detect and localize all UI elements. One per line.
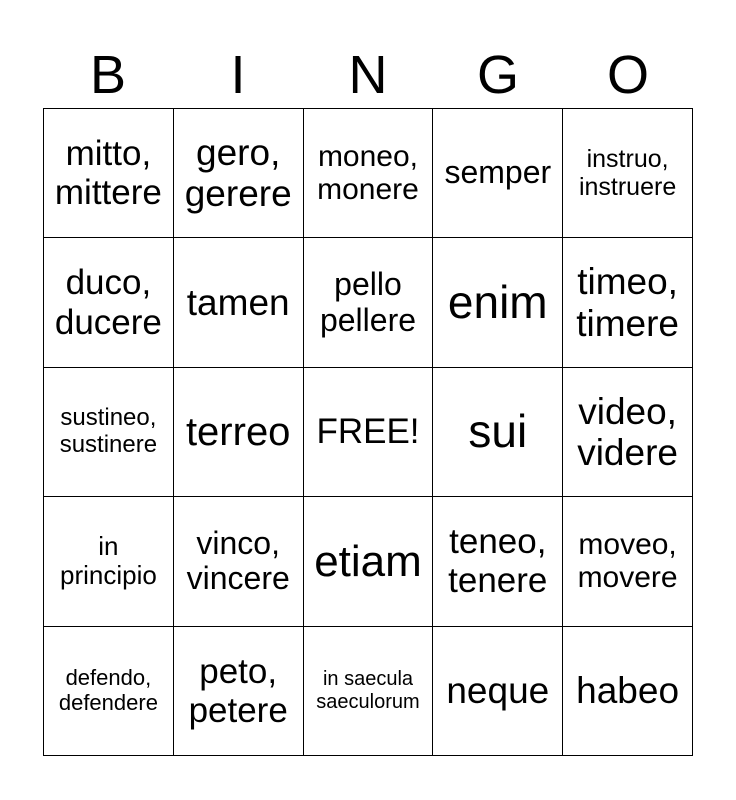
header-letter-g: G xyxy=(476,45,519,105)
cell-text: instruo, instruere xyxy=(578,145,677,202)
header-letter-b: B xyxy=(89,45,127,105)
cell-text: vinco, vincere xyxy=(186,524,290,597)
cell-text: video, videre xyxy=(577,390,678,473)
cell-text: moneo, monere xyxy=(317,139,419,207)
bingo-cell[interactable] xyxy=(44,368,174,497)
cell-text: in saecula saeculorum xyxy=(316,668,420,713)
cell-text: neque xyxy=(446,670,550,712)
bingo-cell[interactable] xyxy=(44,627,174,756)
bingo-cell[interactable] xyxy=(174,497,304,626)
bingo-cell[interactable] xyxy=(563,497,693,626)
cell-text: semper xyxy=(444,154,552,191)
header-letter-o: O xyxy=(606,45,649,105)
bingo-cell[interactable] xyxy=(44,238,174,367)
cell-text: sui xyxy=(468,405,528,458)
bingo-cell[interactable] xyxy=(433,627,563,756)
bingo-cell[interactable] xyxy=(433,238,563,367)
cell-text: peto, petere xyxy=(188,651,288,730)
bingo-cell[interactable] xyxy=(304,627,434,756)
bingo-cell[interactable] xyxy=(433,497,563,626)
bingo-cell[interactable] xyxy=(563,368,693,497)
header-letter-n: N xyxy=(348,45,388,105)
header-letter-i: I xyxy=(230,45,246,105)
cell-text: pello pellere xyxy=(319,265,417,338)
bingo-cell[interactable] xyxy=(304,497,434,626)
bingo-cell[interactable] xyxy=(563,627,693,756)
cell-text: duco, ducere xyxy=(54,263,162,342)
cell-text: sustineo, sustinere xyxy=(59,404,158,458)
bingo-cell[interactable] xyxy=(304,238,434,367)
free-space-cell[interactable] xyxy=(304,368,434,497)
bingo-cell[interactable] xyxy=(304,109,434,238)
bingo-cell[interactable] xyxy=(44,109,174,238)
cell-text: tamen xyxy=(186,281,290,323)
cell-text: terreo xyxy=(185,409,291,454)
bingo-cell[interactable] xyxy=(563,238,693,367)
cell-text: enim xyxy=(447,275,548,328)
cell-text: defendo, defendere xyxy=(58,665,158,715)
free-space-label: FREE! xyxy=(316,412,420,452)
cell-text: gero, gerere xyxy=(184,131,292,215)
cell-text: mitto, mittere xyxy=(54,134,162,213)
bingo-header xyxy=(43,42,693,108)
bingo-cell[interactable] xyxy=(174,109,304,238)
bingo-cell[interactable] xyxy=(433,109,563,238)
bingo-cell[interactable] xyxy=(563,109,693,238)
cell-text: timeo, timere xyxy=(576,261,679,344)
cell-text: moveo, movere xyxy=(577,527,678,595)
bingo-cell[interactable] xyxy=(174,238,304,367)
bingo-board xyxy=(43,108,693,756)
bingo-cell[interactable] xyxy=(433,368,563,497)
bingo-cell[interactable] xyxy=(174,627,304,756)
bingo-cell[interactable] xyxy=(44,497,174,626)
cell-text: etiam xyxy=(314,536,422,586)
cell-text: teneo, tenere xyxy=(448,522,548,601)
cell-text: in principio xyxy=(59,531,157,591)
cell-text: habeo xyxy=(576,670,680,712)
bingo-cell[interactable] xyxy=(174,368,304,497)
